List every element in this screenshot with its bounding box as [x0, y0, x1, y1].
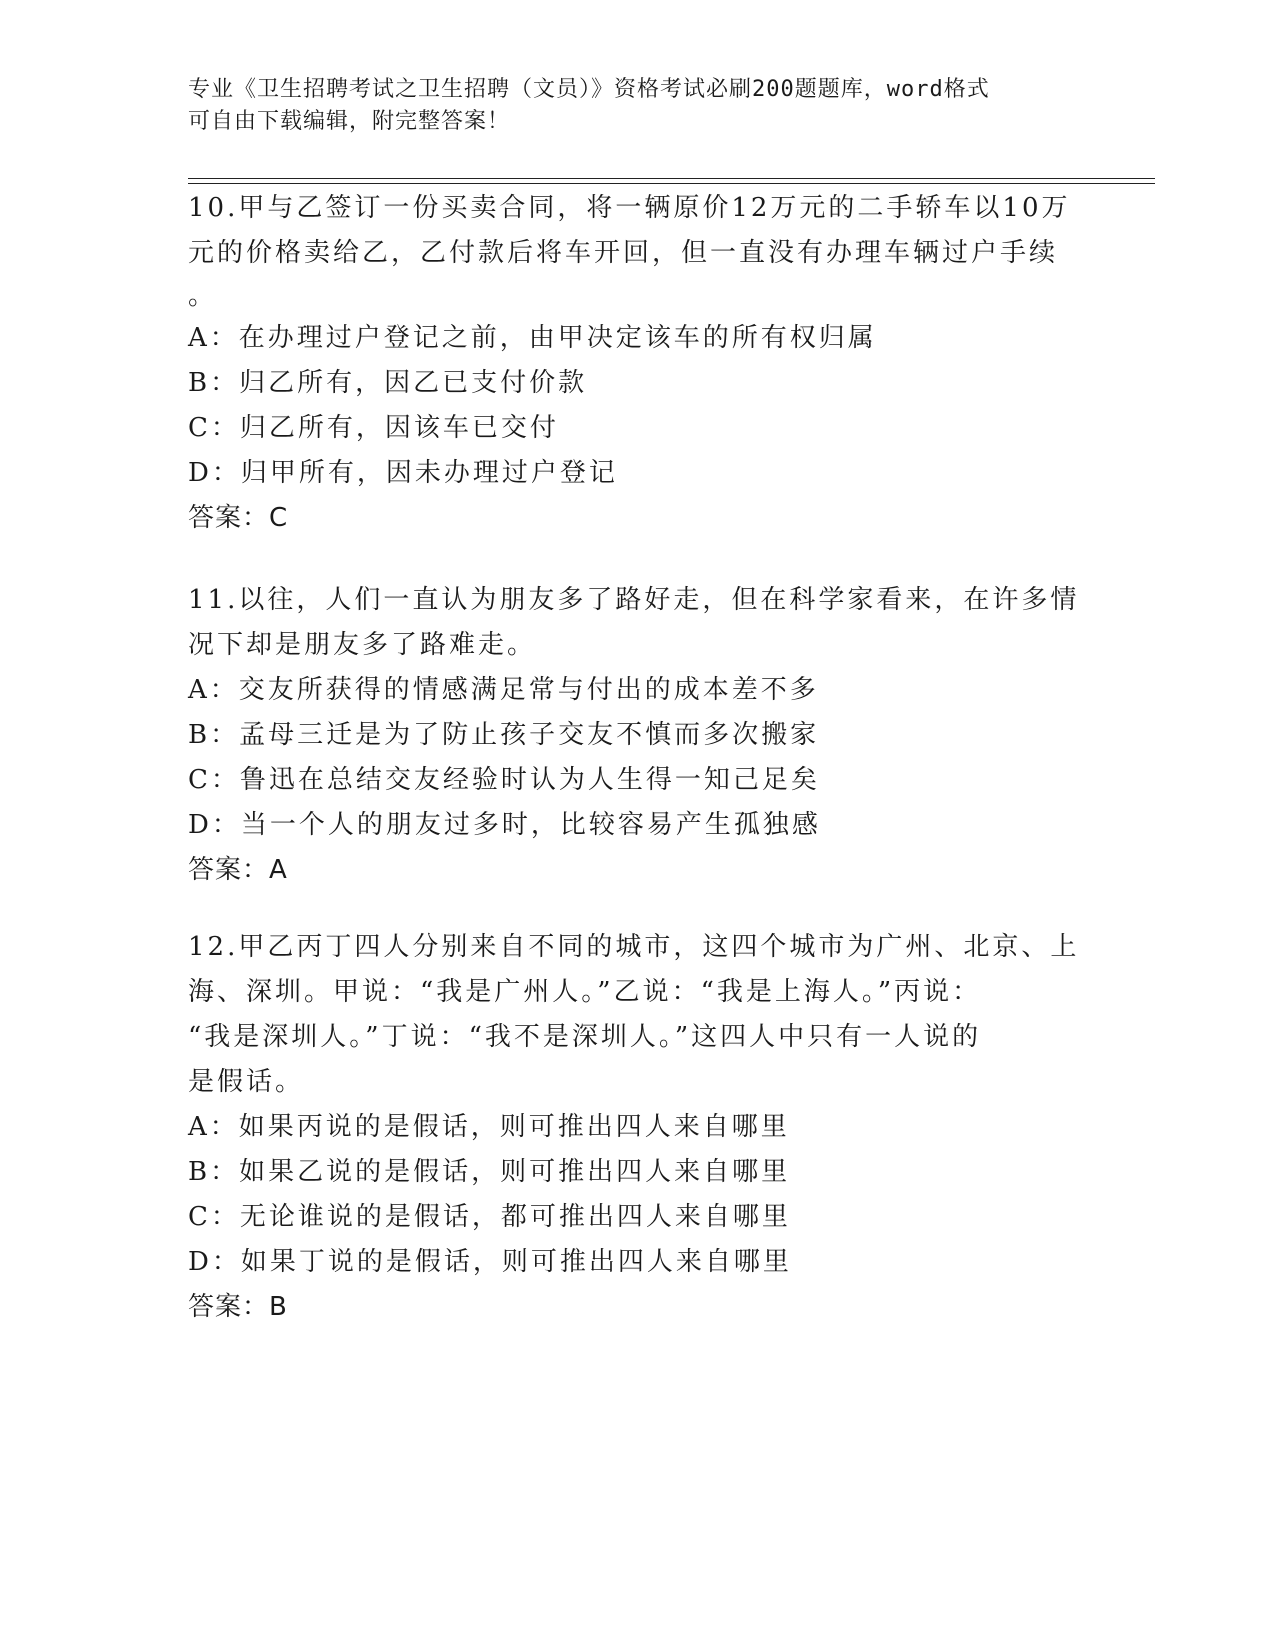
option-a: A：交友所获得的情感满足常与付出的成本差不多	[188, 675, 819, 705]
question-10	[188, 186, 1088, 541]
option-b: B：孟母三迁是为了防止孩子交友不慎而多次搬家	[188, 720, 820, 750]
question-stem-line: 况下却是朋友多了路难走。	[188, 630, 537, 660]
header-divider-top	[188, 178, 1155, 179]
option-a: A：如果丙说的是假话，则可推出四人来自哪里	[188, 1112, 790, 1142]
question-12	[188, 925, 1088, 1330]
answer-label: 答案：B	[188, 1292, 288, 1322]
option-d: D：如果丁说的是假话，则可推出四人来自哪里	[188, 1247, 792, 1277]
question-stem-line: 是假话。	[188, 1067, 305, 1097]
option-b: B：归乙所有，因乙已支付价款	[188, 368, 588, 398]
question-stem-line: 元的价格卖给乙，乙付款后将车开回，但一直没有办理车辆过户手续	[188, 238, 1059, 268]
option-a: A：在办理过户登记之前，由甲决定该车的所有权归属	[188, 323, 877, 353]
header-line-1: 专业《卫生招聘考试之卫生招聘（文员）》资格考试必刷200题题库，word格式	[188, 77, 990, 102]
option-c: C：无论谁说的是假话，都可推出四人来自哪里	[188, 1202, 791, 1232]
header-line-2: 可自由下载编辑，附完整答案！	[188, 109, 511, 134]
document-header	[188, 74, 1068, 138]
option-d: D：当一个人的朋友过多时，比较容易产生孤独感	[188, 810, 821, 840]
answer-label: 答案：C	[188, 503, 289, 533]
question-stem-line: 。	[188, 281, 218, 311]
question-stem-line: “我是深圳人。”丁说：“我不是深圳人。”这四人中只有一人说的	[188, 1022, 982, 1052]
question-11	[188, 578, 1088, 893]
option-c: C：鲁迅在总结交友经验时认为人生得一知己足矣	[188, 765, 820, 795]
question-stem-line: 10.甲与乙签订一份买卖合同，将一辆原价12万元的二手轿车以10万	[188, 193, 1071, 223]
option-d: D：归甲所有，因未办理过户登记	[188, 458, 618, 488]
option-b: B：如果乙说的是假话，则可推出四人来自哪里	[188, 1157, 791, 1187]
question-stem-line: 12.甲乙丙丁四人分别来自不同的城市，这四个城市为广州、北京、上	[188, 932, 1080, 962]
option-c: C：归乙所有，因该车已交付	[188, 413, 559, 443]
header-divider-bottom	[188, 183, 1155, 184]
question-stem-line: 海、深圳。甲说：“我是广州人。”乙说：“我是上海人。”丙说：	[188, 977, 982, 1007]
question-stem-line: 11.以往，人们一直认为朋友多了路好走，但在科学家看来，在许多情	[188, 585, 1080, 615]
answer-label: 答案：A	[188, 855, 288, 885]
